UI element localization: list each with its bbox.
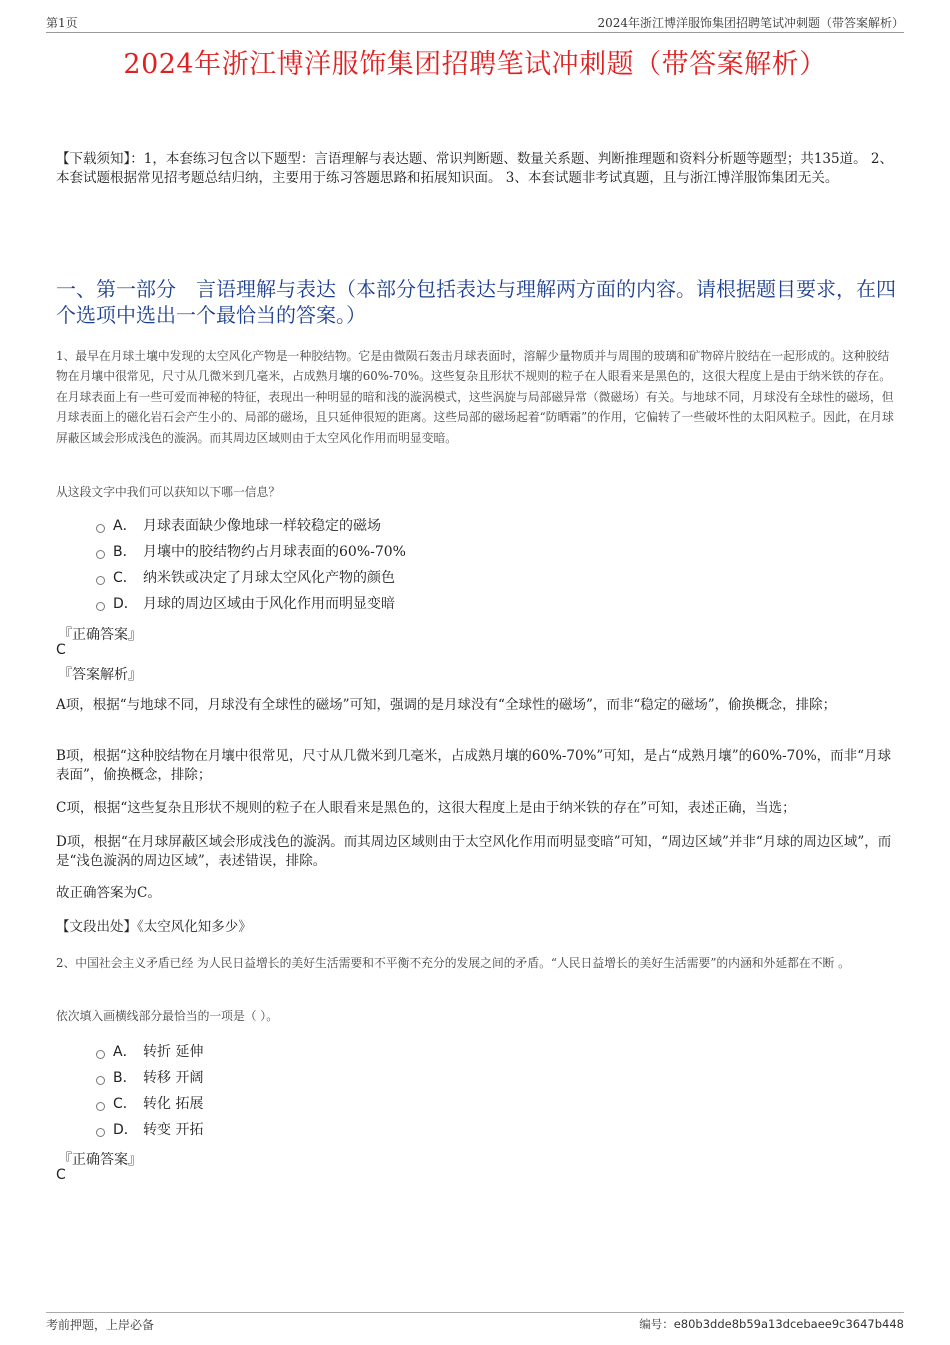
q1-analysis-c: C项，根据“这些复杂且形状不规则的粒子在人眼看来是黑色的，这很大程度上是由于纳米铁的存在”可知，表述正确，当选； <box>56 800 796 816</box>
q1-analysis-label: 『答案解析』 <box>58 667 142 683</box>
option-text: 转化 拓展 <box>143 1096 204 1112</box>
q1-conclusion: 故正确答案为C。 <box>56 885 161 901</box>
radio-icon[interactable] <box>96 1128 105 1137</box>
option-text: 转折 延伸 <box>143 1044 204 1060</box>
option-text: 纳米铁或决定了月球太空风化产物的颜色 <box>143 570 395 586</box>
page-header <box>46 14 904 33</box>
q1-analysis-b: B项，根据“这种胶结物在月壤中很常见，尺寸从几微米到几毫米，占成熟月壤的60%-70%”可知，是占“成熟月壤”的60%-70%，而非“月球表面”，偷换概念，排除； <box>56 748 892 783</box>
option-letter: B． <box>113 544 137 560</box>
option-letter: D． <box>113 596 138 612</box>
q2-answer-label: 『正确答案』 <box>58 1152 142 1168</box>
q2-prompt: 依次填入画横线部分最恰当的一项是（ ）。 <box>56 1009 278 1023</box>
option-letter: B． <box>113 1070 137 1086</box>
page-title: 2024年浙江博洋服饰集团招聘笔试冲刺题（带答案解析） <box>123 49 827 80</box>
page-footer <box>46 1312 904 1332</box>
radio-icon[interactable] <box>96 1076 105 1085</box>
q1-answer-label: 『正确答案』 <box>58 627 142 643</box>
q2-answer: C <box>56 1167 66 1183</box>
radio-icon[interactable] <box>96 524 105 533</box>
q1-analysis-d: D项，根据“在月球屏蔽区域会形成浅色的漩涡。而其周边区域则由于太空风化作用而明显变暗”可知，“周边区域”并非“月球的周边区域”，而是“浅色漩涡的周边区域”，表述错误，排除。 <box>56 834 892 869</box>
option-text: 月球的周边区域由于风化作用而明显变暗 <box>143 596 395 612</box>
radio-icon[interactable] <box>96 1050 105 1059</box>
q1-analysis-a: A项，根据“与地球不同，月球没有全球性的磁场”可知，强调的是月球没有“全球性的磁场”，而非“稳定的磁场”，偷换概念，排除； <box>56 697 837 713</box>
download-notice: 【下载须知】：1，本套练习包含以下题型：言语理解与表达题、常识判断题、数量关系题、判断推理题和资料分析题等题型；共135道。 2、本套试题根据常见招考题总结归纳，主要用于练习答题思路和拓展知识面。 3、本套试题非考试真题，且与浙江博洋服饰集团无关。 <box>56 151 893 186</box>
q1-source: 【文段出处】《太空风化知多少》 <box>56 919 252 935</box>
q2-option-d[interactable] <box>96 1116 796 1142</box>
option-text: 月球表面缺少像地球一样较稳定的磁场 <box>143 518 381 534</box>
option-letter: A． <box>113 518 137 534</box>
q2-passage: 2、中国社会主义矛盾已经 为人民日益增长的美好生活需要和不平衡不充分的发展之间的矛盾。“人民日益增长的美好生活需要”的内涵和外延都在不断 。 <box>56 956 850 970</box>
radio-icon[interactable] <box>96 550 105 559</box>
footer-code-value: e80b3dde8b59a13dcebaee9c3647b448 <box>673 1317 904 1331</box>
q1-option-b[interactable] <box>96 538 796 564</box>
q1-option-c[interactable] <box>96 564 796 590</box>
option-letter: D． <box>113 1122 138 1138</box>
section-title: 一、第一部分 言语理解与表达（本部分包括表达与理解两方面的内容。请根据题目要求，在四个选项中选出一个最恰当的答案。） <box>56 277 896 327</box>
q2-option-a[interactable] <box>96 1038 796 1064</box>
radio-icon[interactable] <box>96 1102 105 1111</box>
q2-option-c[interactable] <box>96 1090 796 1116</box>
page-number: 第1页 <box>46 16 78 30</box>
q2-options <box>96 1038 796 1142</box>
footer-slogan: 考前押题，上岸必备 <box>46 1318 155 1332</box>
option-letter: C． <box>113 570 137 586</box>
option-letter: C． <box>113 1096 137 1112</box>
option-text: 月壤中的胶结物约占月球表面的60%-70% <box>143 544 406 560</box>
option-text: 转移 开阔 <box>143 1070 204 1086</box>
q1-option-d[interactable] <box>96 590 796 616</box>
option-text: 转变 开拓 <box>143 1122 204 1138</box>
q1-passage: 1、最早在月球土壤中发现的太空风化产物是一种胶结物。它是由微陨石轰击月球表面时，溶解少量物质并与周围的玻璃和矿物碎片胶结在一起形成的。这种胶结物在月壤中很常见，尺寸从几微米到几毫米，占成熟月壤的60%-70%。这些复杂且形状不规则的粒子在人眼看来是黑色的，这很大程度上是由于纳米铁的存在。在月球表面上有一些可爱而神秘的特征，表现出一种明显的暗和浅的漩涡模式，这些涡旋与局部磁异常（微磁场）有关。与地球不同，月球没有全球性的磁场，但月球表面上的磁化岩石会产生小的、局部的磁场，且只延伸很短的距离。这些局部的磁场起着“防晒霜”的作用，它偏转了一些破坏性的太阳风粒子。因此，在月球屏蔽区域会形成浅色的漩涡。而其周边区域则由于太空风化作用而明显变暗。 <box>56 349 894 445</box>
radio-icon[interactable] <box>96 602 105 611</box>
radio-icon[interactable] <box>96 576 105 585</box>
option-letter: A． <box>113 1044 137 1060</box>
q1-options <box>96 512 796 616</box>
footer-code <box>639 1316 904 1332</box>
q2-option-b[interactable] <box>96 1064 796 1090</box>
header-doc-title: 2024年浙江博洋服饰集团招聘笔试冲刺题（带答案解析） <box>597 16 904 30</box>
q1-prompt: 从这段文字中我们可以获知以下哪一信息？ <box>56 485 281 499</box>
footer-code-label: 编号： <box>639 1317 674 1331</box>
q1-option-a[interactable] <box>96 512 796 538</box>
q1-answer: C <box>56 642 66 658</box>
